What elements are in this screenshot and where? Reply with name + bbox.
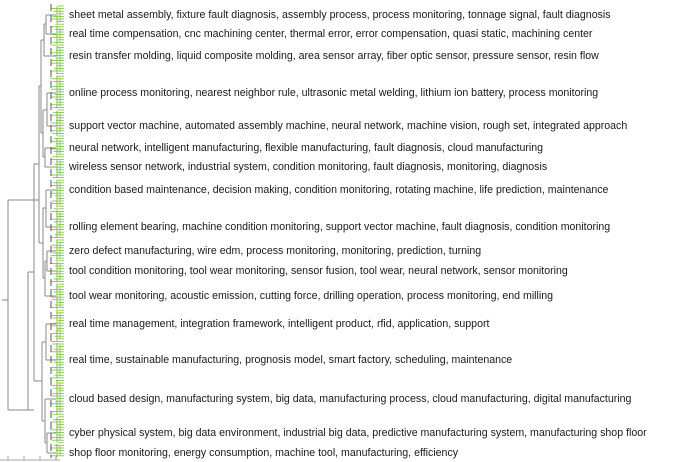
cluster-label: zero defect manufacturing, wire edm, process monitoring, monitoring, prediction, turning — [69, 245, 482, 257]
cluster-label: cloud based design, manufacturing system, big data, manufacturing process, cloud manufacturing, digital manufacturing — [69, 393, 632, 405]
cluster-label: tool wear monitoring, acoustic emission, cutting force, drilling operation, process monitoring, end milling — [69, 290, 554, 302]
cluster-label: online process monitoring, nearest neighbor rule, ultrasonic metal welding, lithium ion battery, process monitoring — [69, 87, 599, 99]
cluster-label: sheet metal assembly, fixture fault diagnosis, assembly process, process monitoring, tonnage signal, fault diagnosis — [69, 9, 611, 21]
cluster-label: real time compensation, cnc machining center, thermal error, error compensation, quasi static, machining center — [69, 28, 593, 40]
cluster-label: resin transfer molding, liquid composite molding, area sensor array, fiber optic sensor, pressure sensor, resin flow — [69, 50, 599, 62]
cluster-label: support vector machine, automated assembly machine, neural network, machine vision, rough set, integrated approach — [69, 120, 628, 132]
cluster-label: shop floor monitoring, energy consumption, machine tool, manufacturing, efficiency — [69, 447, 459, 459]
cluster-label: real time management, integration framework, intelligent product, rfid, application, support — [69, 318, 490, 330]
cluster-label: rolling element bearing, machine condition monitoring, support vector machine, fault diagnosis, condition monitoring — [69, 221, 611, 233]
cluster-label: neural network, intelligent manufacturing, flexible manufacturing, fault diagnosis, cloud manufacturing — [69, 142, 544, 154]
cluster-label: real time, sustainable manufacturing, prognosis model, smart factory, scheduling, maintenance — [69, 354, 513, 366]
cluster-label: wireless sensor network, industrial system, condition monitoring, fault diagnosis, monitoring, diagnosis — [69, 161, 548, 173]
cluster-label: tool condition monitoring, tool wear monitoring, sensor fusion, tool wear, neural network, sensor monitoring — [69, 265, 568, 277]
cluster-label: condition based maintenance, decision making, condition monitoring, rotating machine, life prediction, maintenance — [69, 184, 609, 196]
cluster-label: cyber physical system, big data environment, industrial big data, predictive manufacturing system, manufacturing shop floor — [69, 427, 647, 439]
